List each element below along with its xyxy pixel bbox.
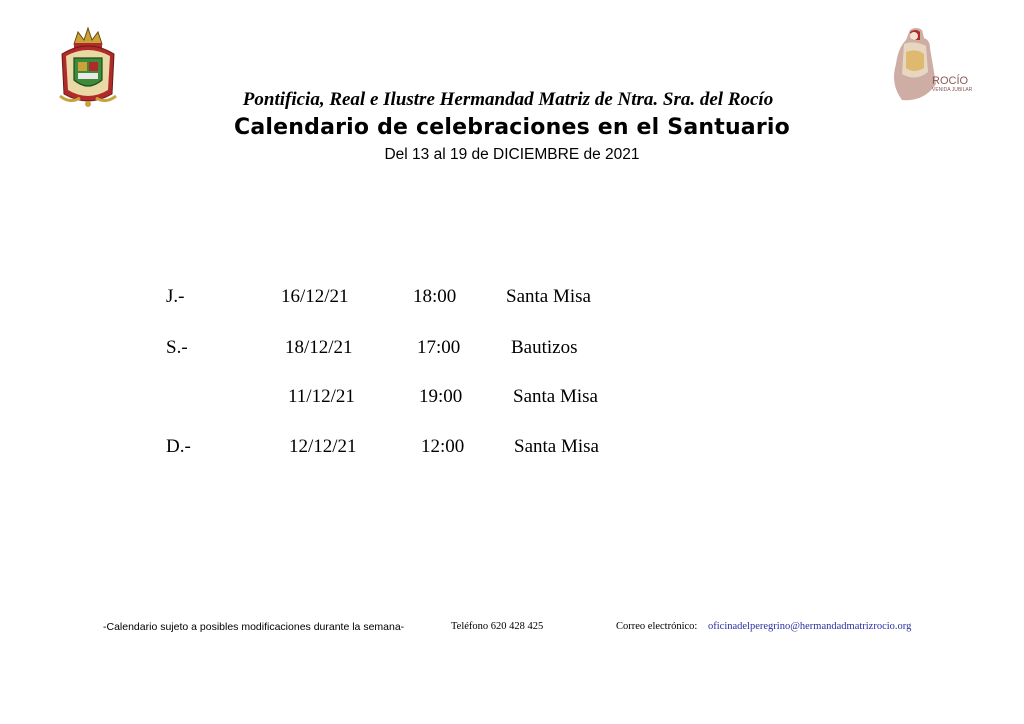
logo-jubilee-text: VENIDA JUBILAR	[932, 87, 973, 93]
schedule-date: 18/12/21	[285, 337, 353, 358]
footer-email-label: Correo electrónico:	[616, 621, 698, 632]
schedule-row	[0, 337, 1024, 363]
footer-email-link[interactable]: oficinadelperegrino@hermandadmatrizrocio.org	[708, 621, 912, 632]
schedule-event: Santa Misa	[514, 436, 599, 457]
logo-rocio-text: ROCÍO	[932, 75, 969, 87]
schedule-date: 16/12/21	[281, 286, 349, 307]
schedule-day: S.-	[166, 337, 188, 358]
organization-title: Pontificia, Real e Ilustre Hermandad Matriz de Ntra. Sra. del Rocío	[242, 89, 774, 110]
schedule-row	[0, 286, 1024, 312]
schedule-event: Santa Misa	[506, 286, 591, 307]
schedule-event: Santa Misa	[513, 386, 598, 407]
schedule-time: 18:00	[413, 286, 457, 307]
calendar-title: Calendario de celebraciones en el Santuario	[234, 115, 790, 140]
footer-disclaimer: -Calendario sujeto a posibles modificaciones durante la semana-	[103, 621, 405, 633]
schedule-time: 12:00	[421, 436, 465, 457]
date-range: Del 13 al 19 de DICIEMBRE de 2021	[384, 146, 640, 163]
schedule-time: 19:00	[419, 386, 463, 407]
schedule-event: Bautizos	[511, 337, 578, 358]
schedule-day: J.-	[166, 286, 185, 307]
footer-phone: Teléfono 620 428 425	[451, 621, 544, 632]
schedule-row	[0, 386, 1024, 412]
schedule-row	[0, 436, 1024, 462]
schedule-date: 12/12/21	[289, 436, 357, 457]
schedule-day: D.-	[166, 436, 191, 457]
schedule-date: 11/12/21	[288, 386, 355, 407]
schedule-time: 17:00	[417, 337, 461, 358]
